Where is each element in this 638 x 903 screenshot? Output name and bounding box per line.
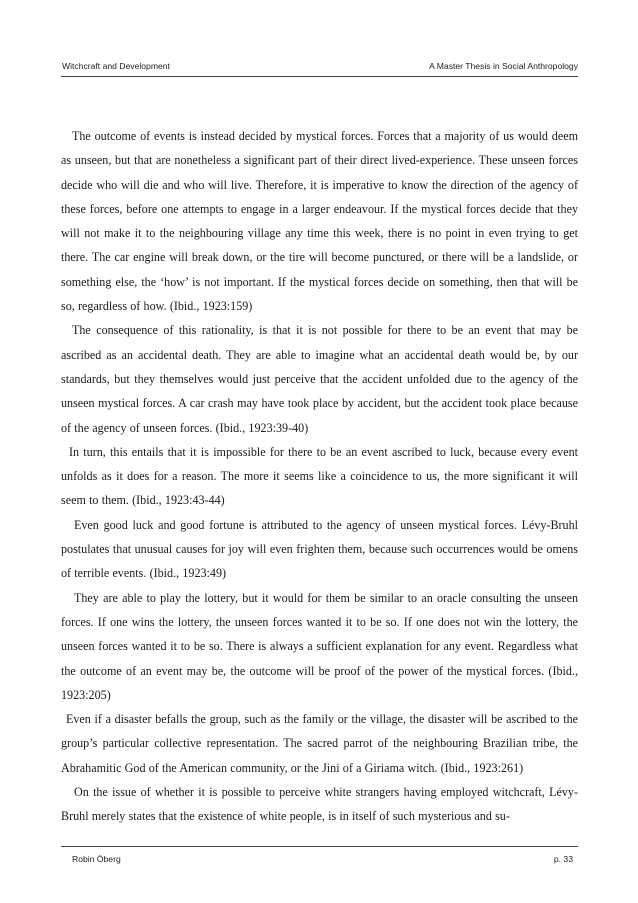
footer-rule	[61, 846, 578, 847]
body-text	[61, 124, 578, 829]
header-thesis-subtitle: A Master Thesis in Social Anthropology	[429, 61, 578, 71]
paragraph: They are able to play the lottery, but it would for them be similar to an oracle consulting the unseen forces. If one wins the lottery, the unseen forces wanted it to be so. If one does not win the lottery, the unseen forces wanted it to be so. There is always a sufficient explanation for any event. Regardless what the outcome of an event may be, the outcome will be proof of the power of the mystical forces. (Ibid., 1923:205)	[61, 590, 578, 702]
paragraph: Even if a disaster befalls the group, such as the family or the village, the disaster will be ascribed to the group’s particular collective representation. The sacred parrot of the neighbouring Brazilian tribe, the Abrahamitic God of the American community, or the Jini of a Giriama witch. (Ibid., 1923:261)	[61, 712, 578, 775]
paragraph: Even good luck and good fortune is attributed to the agency of unseen mystical forces. Lévy-Bruhl postulates that unusual causes for joy will even frighten them, because such occurrences would be omens of terrible events. (Ibid., 1923:49)	[61, 517, 578, 581]
page-number: p. 33	[553, 854, 573, 864]
paragraph: The outcome of events is instead decided by mystical forces. Forces that a majority of us would deem as unseen, but that are nonetheless a significant part of their direct lived-experience. These unseen forces decide who will die and who will live. Therefore, it is imperative to know the direction of the agency of these forces, before one attempts to engage in a larger endeavour. If the mystical forces decide that they will not make it to the neighbouring village any time this week, there is no point in even trying to get there. The car engine will break down, or the tire will become punctured, or there will be a landslide, or something else, the ‘how’ is not important. If the mystical forces decide on something, then that will be so, regardless of how. (Ibid., 1923:159)	[61, 129, 578, 314]
running-header	[61, 57, 578, 75]
paragraph: In turn, this entails that it is impossible for there to be an event ascribed to luck, because every event unfolds as it does for a reason. The more it seems like a coincidence to us, the more significant it will seem to them. (Ibid., 1923:43-44)	[61, 444, 578, 508]
footer-author: Robin Öberg	[72, 854, 121, 864]
paragraph: The consequence of this rationality, is that it is not possible for there to be an event that may be ascribed as an accidental death. They are able to imagine what an accidental death would be, by our standards, but they themselves would just perceive that the accident unfolded due to the agency of the unseen mystical forces. A car crash may have took place by accident, but the accident took place because of the agency of unseen forces. (Ibid., 1923:39-40)	[61, 323, 578, 435]
header-document-title: Witchcraft and Development	[62, 61, 170, 71]
page-footer	[61, 852, 578, 868]
header-rule	[61, 76, 578, 77]
paragraph: On the issue of whether it is possible to perceive white strangers having employed witchcraft, Lévy-Bruhl merely states that the existence of white people, is in itself of such mysterious and su-	[61, 785, 578, 824]
